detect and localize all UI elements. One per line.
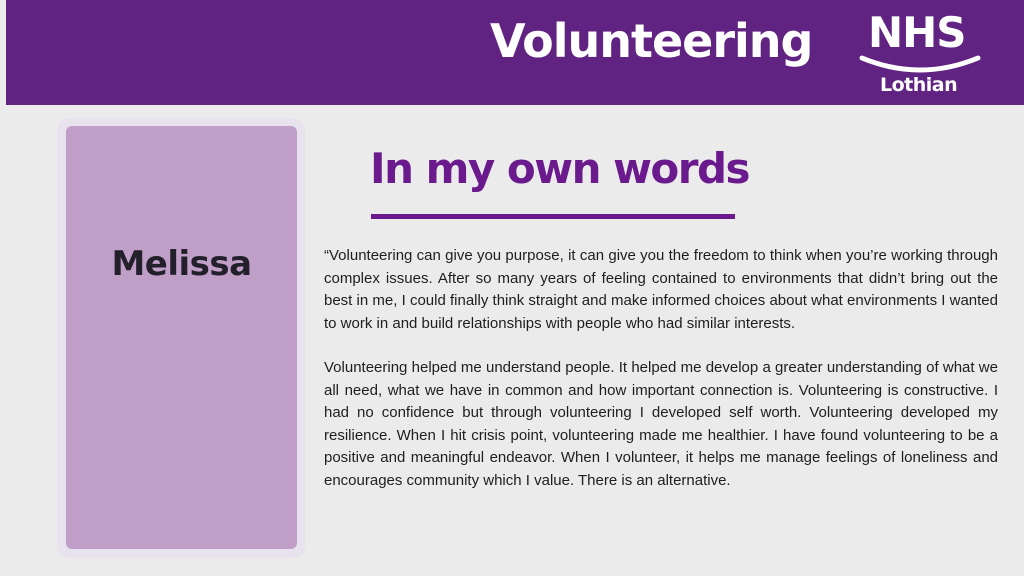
volunteer-name: Melissa	[111, 244, 252, 284]
page-title: Volunteering	[490, 14, 813, 68]
section-title: In my own words	[370, 144, 750, 193]
title-underline	[371, 214, 735, 219]
nhs-lothian-logo	[850, 6, 990, 98]
quote-paragraph-1: “Volunteering can give you purpose, it can give you the freedom to think when you’re working through complex issues. After so many years of feeling contained to environments that didn’t bring out the best in me, I could finally think straight and make informed choices about what environments I wanted to work in and build relationships with people who had similar interests.	[324, 247, 998, 332]
logo-arc-icon	[858, 52, 982, 76]
logo-lothian-text: Lothian	[880, 74, 958, 96]
quote-text	[324, 245, 998, 514]
quote-paragraph-2: Volunteering helped me understand people. It helped me develop a greater understanding of what we all need, what we have in common and how important connection is. Volunteering is constructive. I had no confidence but through volunteering I developed self worth. Volunteering developed my resilience. When I hit crisis point, volunteering made me healthier. I have found volunteering to be a positive and meaningful endeavor. When I volunteer, it helps me manage feelings of loneliness and encourages community which I value. There is an alternative.	[324, 359, 998, 489]
logo-nhs-text: NHS	[868, 8, 966, 57]
profile-card	[66, 126, 297, 549]
